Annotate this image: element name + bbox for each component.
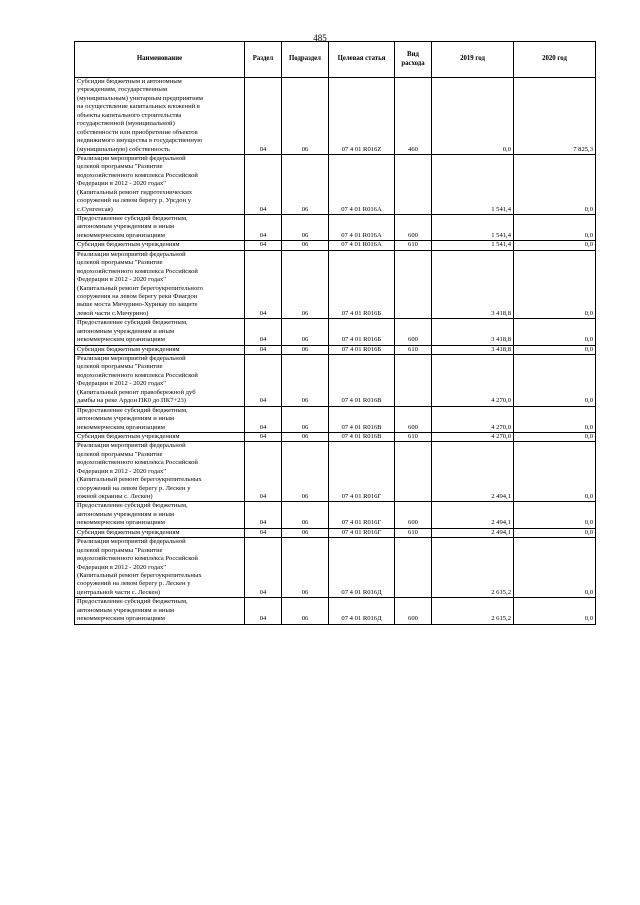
row-name-line: водохозяйственного комплекса Российской [77,555,198,563]
row-vid [395,154,432,214]
row-vid [395,442,432,502]
row-name-line: южной окраины с. Лескен) [77,493,153,500]
table-row [75,78,596,155]
row-name-line: некоммерческим организациям [77,615,165,623]
row-y2020: 0,0 [514,502,596,528]
row-name-line: выше моста Мичурино-Хурикау по защите [77,301,198,309]
row-name [75,250,245,319]
row-name-line: государственной (муниципальной) [77,120,175,128]
row-vid: 600 [395,502,432,528]
row-target: 07 4 01 R016А [329,241,395,250]
row-name-line: Предоставление субсидий бюджетным, [77,406,188,414]
row-name [75,442,245,502]
row-name-line: некоммерческим организациям [77,519,165,527]
row-vid [395,250,432,319]
row-name-line: Реализация мероприятий федеральной [77,154,186,162]
row-target: 07 4 01 R016Д [329,538,395,598]
row-y2020: 7 825,3 [514,78,596,155]
row-razdel: 04 [245,442,282,502]
row-target: 07 4 01 R016Д [329,598,395,624]
row-vid: 610 [395,241,432,250]
row-y2019: 2 494,1 [432,442,514,502]
row-name-line: сооружений на левом берегу р. Лескен у [77,484,191,492]
row-podrazdel: 06 [282,442,329,502]
row-vid: 610 [395,432,432,441]
row-name [75,241,245,250]
row-y2019: 4 270,0 [432,355,514,407]
row-razdel: 04 [245,598,282,624]
row-podrazdel: 06 [282,502,329,528]
row-y2019: 1 541,4 [432,241,514,250]
table-row [75,355,596,407]
row-razdel: 04 [245,355,282,407]
row-podrazdel: 06 [282,598,329,624]
row-target: 07 4 01 R016В [329,406,395,432]
row-y2019: 2 615,2 [432,598,514,624]
table-row [75,528,596,537]
row-razdel: 04 [245,154,282,214]
header-name: Наименование [75,42,245,78]
row-name-line: Федерации в 2012 - 2020 годах" [77,563,166,571]
row-vid: 610 [395,528,432,537]
row-name-line: сооружений на левом берегу р. Урсдон у [77,197,192,205]
row-name [75,432,245,441]
row-name-line: Субсидии бюджетным учреждениям [77,528,180,536]
table-row [75,241,596,250]
table-row [75,598,596,624]
table-row [75,345,596,354]
row-name [75,406,245,432]
row-y2020: 0,0 [514,598,596,624]
header-vid: Вид расхода [395,42,432,78]
row-name-line: целевой программы "Развитие [77,259,163,267]
row-razdel: 04 [245,345,282,354]
row-name-line: недвижимого имущества в государственную [77,137,203,145]
row-target: 07 4 01 R016В [329,432,395,441]
table-row [75,250,596,319]
row-y2020: 0,0 [514,215,596,241]
table-row [75,442,596,502]
row-vid: 600 [395,319,432,345]
row-name [75,538,245,598]
row-name-line: дамбы на реке Ардон ПК0 до ПК7+23) [77,397,186,405]
table-row [75,406,596,432]
table-header-row [75,42,596,78]
row-target: 07 4 01 R016А [329,215,395,241]
row-y2020: 0,0 [514,250,596,319]
row-vid: 600 [395,598,432,624]
row-target: 07 4 01 R016А [329,154,395,214]
row-target: 07 4 01 R016Z [329,78,395,155]
row-name-line: Предоставление субсидий бюджетным, [77,215,188,222]
row-y2020: 0,0 [514,355,596,407]
row-y2020: 0,0 [514,538,596,598]
row-name-line: водохозяйственного комплекса Российской [77,459,198,467]
row-target: 07 4 01 R016Г [329,528,395,537]
row-name-line: сооружения на левом берегу реки Фиагдон [77,292,198,300]
row-razdel: 04 [245,319,282,345]
table-row [75,154,596,214]
row-name-line: автономным учреждениям и иным [77,510,175,518]
header-target: Целевая статья [329,42,395,78]
row-y2019: 4 270,0 [432,406,514,432]
row-name-line: целевой программы "Развитие [77,363,163,371]
row-podrazdel: 06 [282,538,329,598]
row-podrazdel: 06 [282,319,329,345]
row-y2019: 1 541,4 [432,215,514,241]
row-y2020: 0,0 [514,432,596,441]
row-name-line: с.Сунгенсая) [77,205,113,213]
row-name-line: Субсидии бюджетным учреждениям [77,432,180,440]
row-name-line: (Капитальный ремонт берегоукрепительного [77,284,204,292]
row-y2019: 4 270,0 [432,432,514,441]
row-name-line: Реализация мероприятий федеральной [77,538,186,546]
row-name [75,355,245,407]
row-name-line: водохозяйственного комплекса Российской [77,171,198,179]
table-row [75,538,596,598]
row-name [75,528,245,537]
row-razdel: 04 [245,250,282,319]
row-razdel: 04 [245,215,282,241]
row-target: 07 4 01 R016Б [329,345,395,354]
row-name-line: некоммерческим организациям [77,231,165,239]
row-target: 07 4 01 R016В [329,355,395,407]
row-y2020: 0,0 [514,442,596,502]
row-name [75,215,245,241]
row-name [75,345,245,354]
row-razdel: 04 [245,538,282,598]
row-name-line: на осуществление капитальных вложений в [77,103,200,111]
row-name-line: (Капитальный ремонт берегоукрепительных [77,571,202,579]
row-name-line: целевой программы "Развитие [77,450,163,458]
row-podrazdel: 06 [282,355,329,407]
row-y2019: 3 418,8 [432,250,514,319]
header-razdel: Раздел [245,42,282,78]
row-name-line: Субсидии бюджетным учреждениям [77,345,180,353]
table-row [75,319,596,345]
row-name-line: объекты капитального строительства [77,111,182,119]
row-name-line: (муниципальным) унитарным предприятиям [77,94,203,102]
row-name-line: водохозяйственного комплекса Российской [77,371,198,379]
row-y2019: 3 418,8 [432,345,514,354]
row-razdel: 04 [245,502,282,528]
row-y2019: 0,0 [432,78,514,155]
header-2020: 2020 год [514,42,596,78]
header-podrazdel: Подраздел [282,42,329,78]
row-podrazdel: 06 [282,78,329,155]
row-name-line: некоммерческим организациям [77,336,165,344]
table-row [75,215,596,241]
row-name-line: Федерации в 2012 - 2020 годах" [77,276,166,284]
row-podrazdel: 06 [282,345,329,354]
row-name [75,319,245,345]
row-vid: 600 [395,406,432,432]
row-y2019: 2 615,2 [432,538,514,598]
row-name-line: Реализация мероприятий федеральной [77,250,186,258]
row-podrazdel: 06 [282,406,329,432]
row-name-line: Федерации в 2012 - 2020 годах" [77,467,166,475]
row-vid [395,538,432,598]
row-name-line: некоммерческим организациям [77,423,165,431]
row-y2020: 0,0 [514,241,596,250]
row-name-line: учреждениям, государственным [77,86,168,94]
row-name-line: Предоставление субсидий бюджетным, [77,598,188,606]
row-podrazdel: 06 [282,154,329,214]
row-name-line: собственности или приобретение объектов [77,128,198,136]
row-podrazdel: 06 [282,215,329,241]
row-vid: 460 [395,78,432,155]
row-podrazdel: 06 [282,432,329,441]
row-name-line: Предоставление субсидий бюджетным, [77,502,188,510]
row-name-line: Реализация мероприятий федеральной [77,442,186,450]
row-name-line: (Капитальный ремонт правобережной дуб [77,388,196,396]
row-y2020: 0,0 [514,319,596,345]
row-razdel: 04 [245,241,282,250]
row-name-line: автономным учреждениям и иным [77,327,175,335]
row-y2020: 0,0 [514,406,596,432]
row-razdel: 04 [245,78,282,155]
row-name-line: левой части с.Мичурино) [77,309,149,317]
row-name-line: целевой программы "Развитие [77,163,163,171]
row-name-line: Реализация мероприятий федеральной [77,355,186,362]
row-y2020: 0,0 [514,154,596,214]
row-name-line: Субсидии бюджетным и автономным [77,78,182,85]
row-podrazdel: 06 [282,528,329,537]
row-name-line: сооружений на левом берегу р. Лескен у [77,580,191,588]
row-name-line: Предоставление субсидий бюджетным, [77,319,188,327]
row-name-line: Федерации в 2012 - 2020 годах" [77,380,166,388]
row-y2020: 0,0 [514,345,596,354]
header-2019: 2019 год [432,42,514,78]
row-name [75,502,245,528]
row-name-line: (Капитальный ремонт гидротехнических [77,188,193,196]
table-row [75,502,596,528]
row-name-line: (Капитальный ремонт берегоукрепительных [77,476,202,484]
row-target: 07 4 01 R016Г [329,442,395,502]
row-razdel: 04 [245,406,282,432]
row-name-line: (муниципальную) собственность [77,145,170,153]
row-y2019: 3 418,8 [432,319,514,345]
table-row [75,432,596,441]
row-name-line: Федерации в 2012 - 2020 годах" [77,180,166,188]
row-podrazdel: 06 [282,241,329,250]
row-target: 07 4 01 R016Б [329,250,395,319]
row-razdel: 04 [245,528,282,537]
row-razdel: 04 [245,432,282,441]
row-name-line: водохозяйственного комплекса Российской [77,267,198,275]
row-name-line: целевой программы "Развитие [77,546,163,554]
row-y2019: 2 494,1 [432,528,514,537]
row-y2019: 1 541,4 [432,154,514,214]
row-y2019: 2 494,1 [432,502,514,528]
row-vid: 600 [395,215,432,241]
row-podrazdel: 06 [282,250,329,319]
page-number: 485 [313,33,327,43]
row-vid: 610 [395,345,432,354]
row-name-line: автономным учреждениям и иным [77,223,175,231]
row-y2020: 0,0 [514,528,596,537]
row-target: 07 4 01 R016Г [329,502,395,528]
row-name-line: автономным учреждениям и иным [77,415,175,423]
row-target: 07 4 01 R016Б [329,319,395,345]
row-name [75,598,245,624]
row-name-line: Субсидии бюджетным учреждениям [77,241,180,249]
row-name [75,78,245,155]
budget-table [74,41,596,625]
row-name-line: центральной части с. Лескен) [77,588,161,596]
row-vid [395,355,432,407]
row-name [75,154,245,214]
row-name-line: автономным учреждениям и иным [77,606,175,614]
